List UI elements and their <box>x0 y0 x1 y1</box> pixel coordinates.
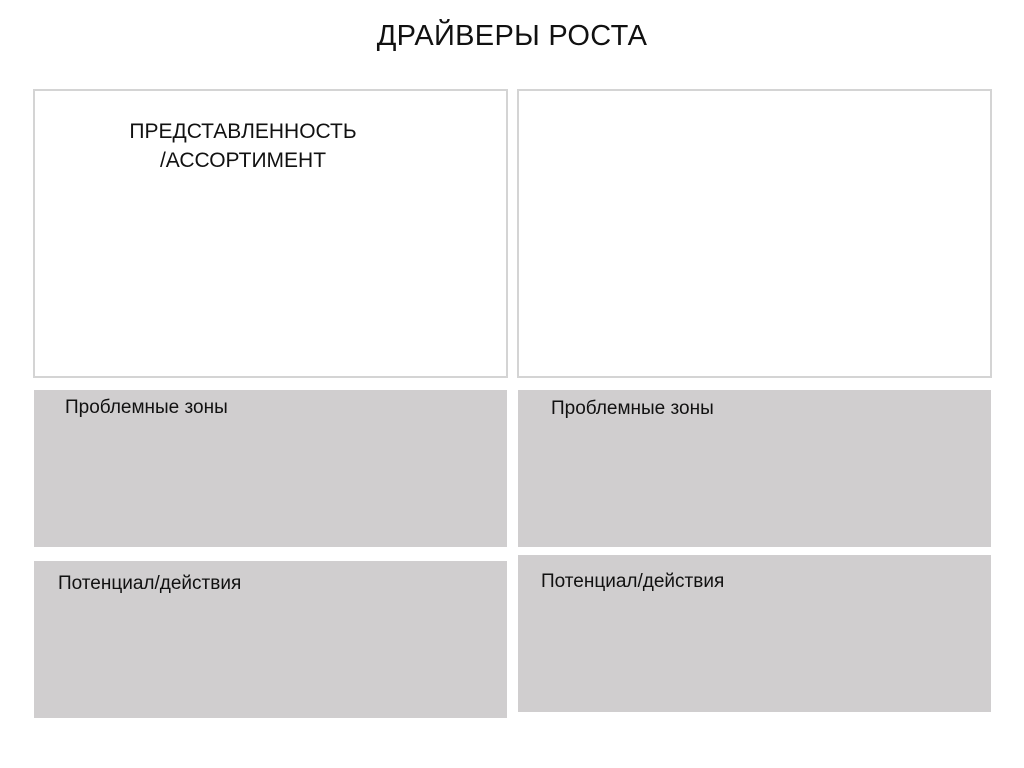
right-potential-label: Потенциал/действия <box>541 571 725 592</box>
left-problem-zones-label: Проблемные зоны <box>65 397 228 418</box>
page-title: ДРАЙВЕРЫ РОСТА <box>376 20 648 52</box>
left-panel-heading <box>35 117 451 175</box>
left-panel <box>33 89 508 378</box>
right-problem-zones-label: Проблемные зоны <box>551 398 714 419</box>
left-problem-zones-box <box>34 390 507 547</box>
right-problem-zones-box <box>518 390 991 547</box>
left-potential-box <box>34 561 507 718</box>
right-panel <box>517 89 992 378</box>
left-panel-heading-line2: /АССОРТИМЕНТ <box>159 149 327 172</box>
right-potential-box <box>518 555 991 712</box>
left-panel-heading-line1: ПРЕДСТАВЛЕННОСТЬ <box>129 120 357 143</box>
left-potential-label: Потенциал/действия <box>58 573 242 594</box>
